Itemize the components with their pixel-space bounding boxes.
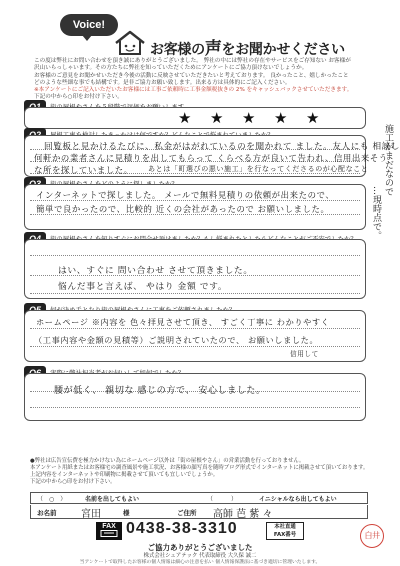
footnote-line: 上記内容をインターネットや印刷物に掲載させて頂いても宜しいでしょうか。 bbox=[30, 472, 219, 479]
handwritten-line: インターネットで探しました。 メールで無料見積りの依頼が出来たので、 bbox=[36, 190, 335, 200]
fax-label: 本社直通 FAX番号 bbox=[266, 522, 304, 540]
consent-row bbox=[30, 492, 368, 504]
side-note-col: …現時点で。 bbox=[371, 186, 381, 240]
handwritten-line: あとは「町選びの悪い施工」を行なってくださるのが心配なこと bbox=[148, 165, 369, 173]
answer-area bbox=[30, 312, 360, 362]
star-rating bbox=[178, 110, 338, 126]
handwritten-line: ホームページ ※内容を 色々拝見させて頂き、 すごく丁寧に わかりやすく bbox=[36, 317, 330, 327]
name-suffix: 様 bbox=[123, 509, 130, 517]
thanks-text: ご協力ありがとうございました bbox=[147, 543, 253, 552]
footnote-line: ●弊社は広告宣伝費を極力かけない為にホームページ以外は「街の屋根やさん」の営業活動を行っておりません。 bbox=[30, 458, 305, 464]
star-icon: ★ bbox=[274, 109, 288, 127]
house-icon bbox=[114, 30, 146, 56]
header bbox=[60, 14, 350, 59]
consent-initial-label: イニシャルなら出してもよい bbox=[259, 496, 337, 503]
company-line: 株式会社シェアテック 代表取締役 大久保 誠二 bbox=[143, 553, 257, 559]
name-label: お名前 bbox=[37, 509, 57, 517]
consent-initial-mark[interactable]: （ ） bbox=[207, 496, 238, 503]
seal-stamp: 白井 bbox=[360, 524, 384, 548]
handwritten-line: 回覧板と見かけるたびに、私金がはがれているのを聞かれて ました。友人にも 相談し bbox=[44, 142, 400, 152]
fax-block bbox=[96, 522, 296, 540]
consent-name-label: 名前を出してもよい bbox=[85, 496, 140, 503]
handwritten-line: な所を探していました。 bbox=[34, 165, 133, 175]
privacy-note: 当アンケートで取得したお客様の個人情報は細心の注意を払い 個人情報保護法に基づき適切に管理いたします。 bbox=[79, 560, 321, 565]
address-label: ご住所 bbox=[177, 509, 197, 517]
intro-line: この度は弊社にお問い合わせを頂き誠にありがとうございました。 弊社の中には弊社の存在やサービスをご存知ない お客様が bbox=[34, 58, 351, 64]
answer-area bbox=[30, 241, 360, 299]
intro-line: どのような些細な事でも結構です。是非ご協力お願い致します。出来る方は具体的にご記入ください。 bbox=[34, 79, 291, 86]
instruction-line: 下記の中から○印をお付け下さい。 bbox=[34, 94, 123, 101]
star-icon: ★ bbox=[178, 109, 192, 127]
cashback-note: ※本アンケートにご記入いただいたお客様には工事ご依頼時に工事金額税抜きの 2% をキャッシュバックさせていただきます。 bbox=[34, 87, 353, 94]
name-value: 宮田 bbox=[81, 509, 101, 520]
address-value: 高師 芭 紫 々 bbox=[213, 509, 273, 520]
side-note bbox=[369, 124, 395, 254]
answer-area bbox=[30, 375, 360, 421]
handwritten-line: はい、すぐに 問い合わせ させて頂きました。 bbox=[58, 266, 253, 276]
fax-icon: FAX bbox=[96, 522, 122, 540]
star-icon: ★ bbox=[306, 109, 320, 127]
answer-area bbox=[30, 186, 360, 230]
consent-name-mark[interactable]: （ ○ ） bbox=[37, 496, 67, 503]
handwritten-line: （工事内容や金額の見積等）ご説明されていたので、 お願いしました。 bbox=[34, 335, 319, 345]
handwritten-line: 簡単で良かったので、比較的 近くの会社があったので お願いしました。 bbox=[36, 204, 330, 214]
intro-line: お客様のご意見をお聞かせいただき今後の活動に反映させていただきたいと考えております。 良かったこと、嬉しかったこと bbox=[34, 72, 349, 79]
voice-badge: Voice! bbox=[60, 14, 118, 36]
intro-text bbox=[34, 58, 374, 102]
handwritten-line: 腰が低く、 親切な 感じの方で、 安心しました。 bbox=[54, 386, 266, 396]
handwritten-line: 信用して bbox=[290, 350, 319, 358]
name-address-row bbox=[30, 505, 368, 519]
handwritten-line: 何軒かの業者さんに見積りを出してもらって くらべる方が良いて告われ、信用出来そう bbox=[34, 153, 388, 163]
footnote-line: 下記の中から○印をお付け下さい。 bbox=[30, 479, 116, 486]
footnote-line: 本アンケート用紙またはお客様宅の調査風景や施工状況、お客様の顔写真を随時ブログ形式でインターネットに掲載させて頂いております。 bbox=[30, 465, 369, 472]
star-icon: ★ bbox=[210, 109, 224, 127]
intro-line: 沢山いらっしゃいます。その方たちに弊社を知っていただくためにアンケートにご協力頂けないでしょうか。 bbox=[34, 65, 308, 72]
publication-note bbox=[30, 458, 370, 486]
fax-number: 0438-38-3310 bbox=[126, 520, 238, 537]
star-icon: ★ bbox=[242, 109, 256, 127]
side-note-col: 施工がまだなので bbox=[383, 124, 393, 196]
page-title: お客様の声をお聞かせください bbox=[150, 39, 345, 59]
handwritten-line: 悩んだ事と言えば、 やはり 金額 です。 bbox=[58, 282, 228, 292]
